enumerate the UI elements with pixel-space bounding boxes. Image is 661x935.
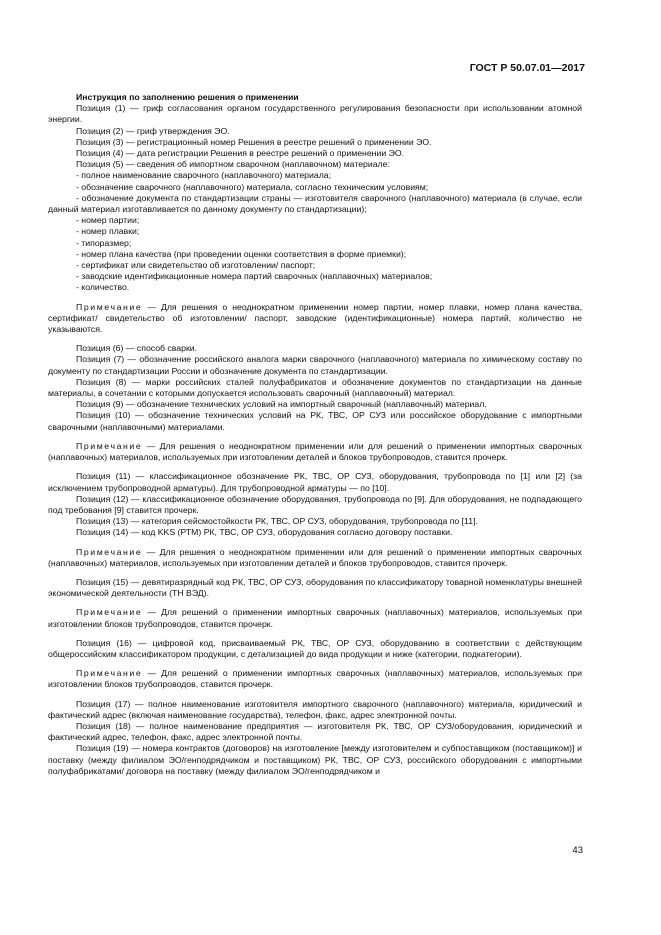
note-paragraph — [48, 441, 582, 463]
note-label: Примечание — [76, 301, 143, 312]
body-paragraph: - номер плана качества (при проведении оценки соответствия в форме приемки); — [76, 248, 407, 259]
body-paragraph: Позиция (16) — цифровой код, присваиваемый РК, ТВС, ОР СУЗ, оборудованию в соответствии с действующим общероссийским классификатором продукции, с детализацией до вида продукции и ниже (категории, подкатегории). — [48, 637, 582, 659]
body-paragraph: - полное наименование сварочного (наплавочного) материала; — [76, 170, 332, 181]
note-paragraph — [48, 607, 582, 629]
body-paragraph: - номер плавки; — [76, 226, 140, 237]
note-text: — Для решений о применении импортных сварочных (наплавочных) материалов, используемых при изготовлении блоков трубопроводов, ставится прочерк. — [48, 607, 582, 629]
note-paragraph — [48, 668, 582, 690]
body-paragraph: - типоразмер; — [76, 237, 132, 248]
note-text: — Для решения о неоднократном применении или для решений о применении импортных сварочных (наплавочных) материалов, используемых при изготовлении деталей и блоков трубопроводов, ставится прочерк. — [48, 546, 582, 568]
body-paragraph: Позиция (2) — гриф утверждения ЭО. — [76, 125, 230, 136]
paragraph-list — [48, 103, 582, 777]
body-paragraph: Позиция (9) — обозначение технических условий на импортный сварочный (наплавочный) материал. — [76, 399, 487, 410]
note-label: Примечание — [76, 607, 143, 618]
body-paragraph: Позиция (13) — категория сейсмостойкости РК, ТВС, ОР СУЗ, оборудования, трубопровода по [11]. — [76, 516, 478, 527]
body-paragraph: Позиция (8) — марки российских сталей полуфабрикатов и обозначение документов по стандартизации на данные материалы, в сочетании с которыми допускается использовать сварочный (наплавочный) материал. — [48, 376, 582, 399]
body-paragraph: Позиция (17) — полное наименование изготовителя импортного сварочного (наплавочного) материала, юридический и фактический адрес (включая наименование государства), телефон, факс, адрес электронной почты. — [48, 698, 582, 720]
document-body — [48, 92, 582, 777]
body-paragraph: Позиция (1) — гриф согласования органом государственного регулирования безопасности при использовании атомной энергии. — [48, 103, 582, 125]
body-paragraph: - обозначение документа по стандартизации страны — изготовителя сварочного (наплавочного) материала (в случае, если данный материал изготавливается по данному документу по стандартизации); — [48, 192, 582, 215]
body-paragraph: - номер партии; — [76, 215, 140, 226]
note-paragraph — [48, 302, 582, 336]
note-label: Примечание — [76, 668, 143, 679]
body-paragraph: - обозначение сварочного (наплавочного) материала, согласно техническим условиям; — [76, 181, 429, 192]
note-label: Примечание — [76, 440, 143, 451]
body-paragraph: Позиция (11) — классификационное обозначение РК, ТВС, ОР СУЗ, оборудования, трубопровода по [1] или [2] (за исключением трубопроводной арматуры). Для трубопроводной арматуры — по [10]. — [48, 471, 582, 493]
note-text: — Для решения о неоднократном применении или для решений о применении импортных сварочных (наплавочных) материалов, используемых при изготовлении деталей и блоков трубопроводов, ставится прочерк. — [48, 440, 582, 463]
body-paragraph: Позиция (12) — классификационное обозначение оборудования, трубопровода по [9]. Для оборудования, не подпадающего под требования [9] ставится прочерк. — [48, 493, 582, 515]
note-label: Примечание — [76, 546, 143, 557]
body-paragraph: Позиция (5) — сведения об импортном сварочном (наплавочном) материале: — [76, 159, 390, 170]
body-paragraph: Позиция (4) — дата регистрации Решения в реестре решений о применении ЭО. — [76, 148, 405, 159]
body-paragraph: Позиция (18) — полное наименование предприятия — изготовителя РК, ТВС, ОР СУЗ/оборудования, юридический и фактический адрес, телефон, факс, адрес электронной почты. — [48, 720, 582, 743]
body-paragraph: - сертификат или свидетельство об изготовлении/ паспорт; — [76, 260, 316, 271]
section-title: Инструкция по заполнению решения о применении — [76, 92, 299, 102]
body-paragraph: - заводские идентификационные номера партий сварочных (наплавочных) материалов; — [76, 271, 433, 282]
page-number: 43 — [572, 845, 583, 856]
body-paragraph: Позиция (7) — обозначение российского аналога марки сварочного (наплавочного) материала по химическому составу по документу по стандартизации России и обозначение документа по стандартизации. — [48, 354, 582, 376]
document-code-header: ГОСТ Р 50.07.01—2017 — [469, 62, 585, 74]
body-paragraph: Позиция (3) — регистрационный номер Решения в реестре решений о применении ЭО. — [76, 136, 432, 147]
body-paragraph: Позиция (19) — номера контрактов (договоров) на изготовление [между изготовителем и субпоставщиком (поставщиком)] и поставку (между филиалом ЭО/генподрядчиком и поставщиком) РК, ТВС, ОР СУЗ, российского оборудования с импортными полуфабрикатами/ договора на поставку (между филиалом ЭО/генподрядчиком и — [48, 743, 582, 776]
body-paragraph: Позиция (15) — девятиразрядный код РК, ТВС, ОР СУЗ, оборудования по классификатору товарной номенклатуры внешней экономической деятельности (ТН ВЭД). — [48, 576, 582, 599]
body-paragraph: Позиция (10) — обозначение технических условий на РК, ТВС, ОР СУЗ или российское оборудование с импортными сварочными (наплавочными) материалами. — [48, 410, 582, 432]
body-paragraph: Позиция (14) — код KKS (РТМ) РК, ТВС, ОР СУЗ, оборудования согласно договору поставки. — [76, 527, 453, 538]
body-paragraph: - количество. — [76, 282, 130, 293]
note-paragraph — [48, 547, 582, 569]
note-text: — Для решений о применении импортных сварочных (наплавочных) материалов, используемых при изготовлении блоков трубопроводов, ставится прочерк. — [48, 668, 582, 690]
note-text: — Для решения о неоднократном применении номер партии, номер плавки, номер плана качества, сертификат/ свидетельство об изготовлении/ паспорт, заводские (идентификационные) номера партий, количество не указываются. — [48, 301, 582, 335]
body-paragraph: Позиция (6) — способ сварки. — [76, 343, 198, 354]
